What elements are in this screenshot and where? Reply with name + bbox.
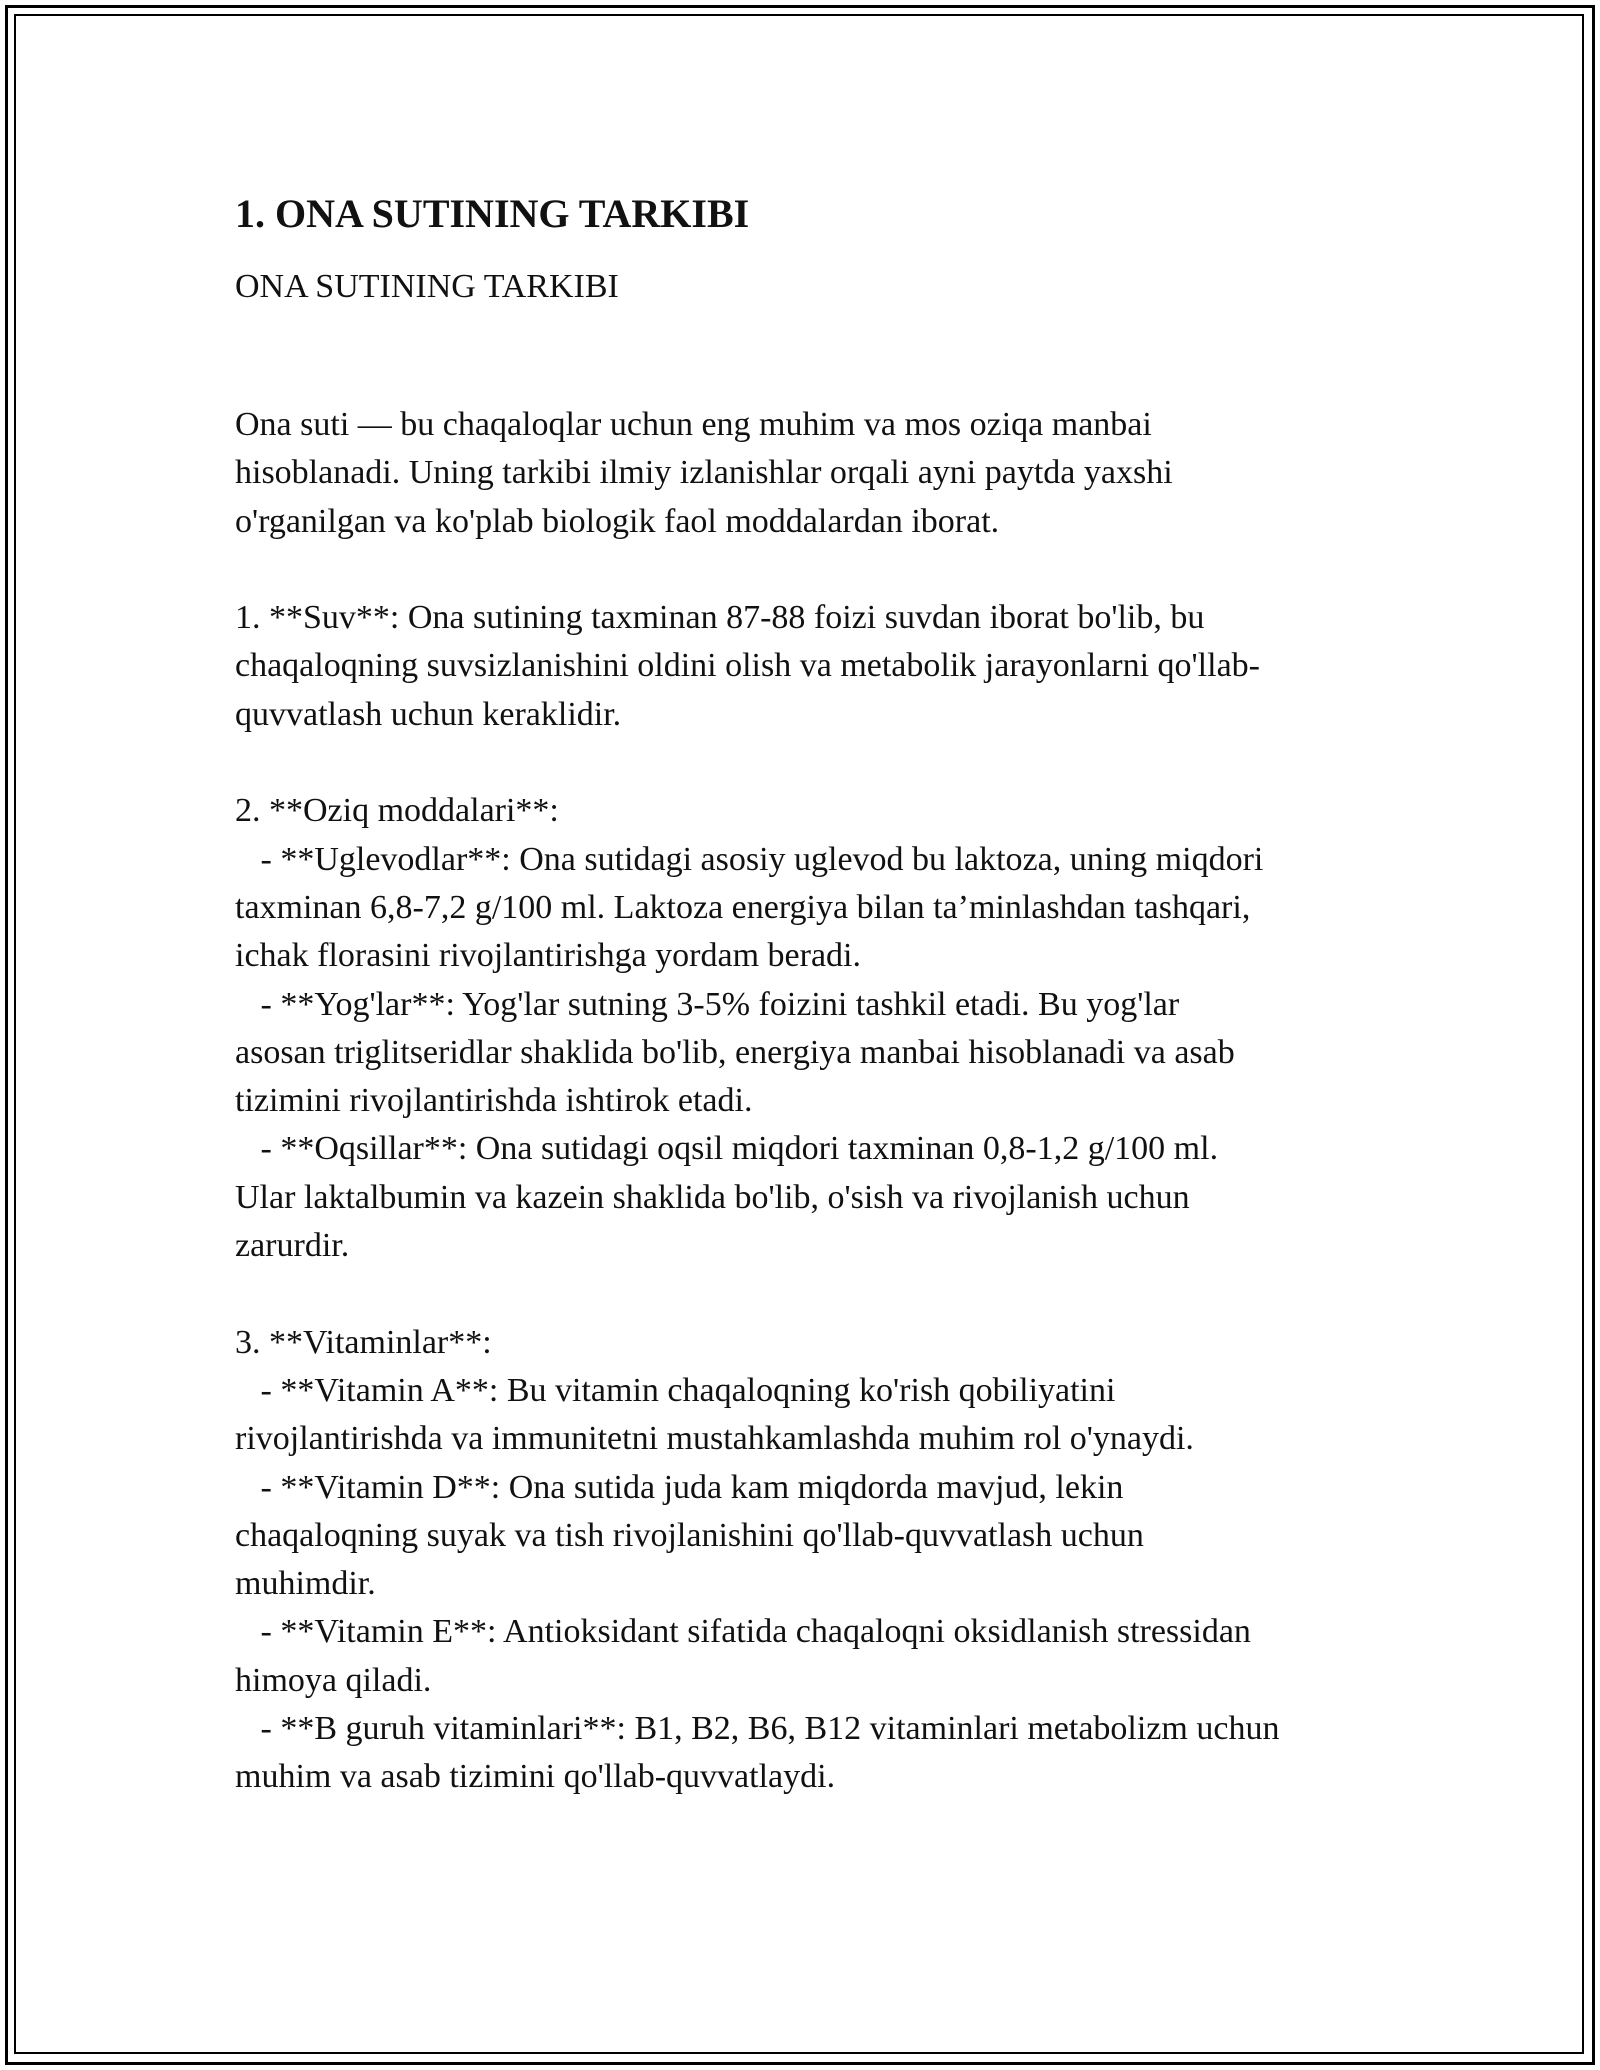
document-title: 1. ONA SUTINING TARKIBI: [235, 191, 750, 236]
document-body-text: Ona suti — bu chaqaloqlar uchun eng muhim va mos oziqa manbai hisoblanadi. Uning tarkibi ilmiy izlanishlar orqali ayni paytda yaxshi o'rganilgan va ko'plab biologik faol moddalardan iborat. 1. **Suv**: Ona sutining taxminan 87-88 foizi suvdan iborat bo'lib, bu chaqaloqning suvsizlanishini oldini olish va metabolik jarayonlarni qo'llab- quvvatlash uchun keraklidir. 2. **Oziq moddalari**: - **Uglevodlar**: Ona sutidagi asosiy uglevod bu laktoza, uning miqdori taxminan 6,8-7,2 g/100 ml. Laktoza energiya bilan ta’minlashdan tashqari, ichak florasini rivojlantirishga yordam beradi. - **Yog'lar**: Yog'lar sutning 3-5% foizini tashkil etadi. Bu yog'lar asosan triglitseridlar shaklida bo'lib, energiya manbai hisoblanadi va asab tizimini rivojlantirishda ishtirok etadi. - **Oqsillar**: Ona sutidagi oqsil miqdori taxminan 0,8-1,2 g/100 ml. Ular laktalbumin va kazein shaklida bo'lib, o'sish va rivojlanish uchun zarurdir. 3. **Vitaminlar**: - **Vitamin A**: Bu vitamin chaqaloqning ko'rish qobiliyatini rivojlantirishda va immunitetni mustahkamlashda muhim rol o'ynaydi. - **Vitamin D**: Ona sutida juda kam miqdorda mavjud, lekin chaqaloqning suyak va tish rivojlanishini qo'llab-quvvatlash uchun muhimdir. - **Vitamin E**: Antioksidant sifatida chaqaloqni oksidlanish stressidan himoya qiladi. - **B guruh vitaminlari**: B1, B2, B6, B12 vitaminlari metabolizm uchun muhim va asab tizimini qo'llab-quvvatlaydi.: [235, 406, 1280, 1796]
document-content: [235, 185, 1375, 1802]
document-subtitle: ONA SUTINING TARKIBI: [235, 268, 619, 305]
